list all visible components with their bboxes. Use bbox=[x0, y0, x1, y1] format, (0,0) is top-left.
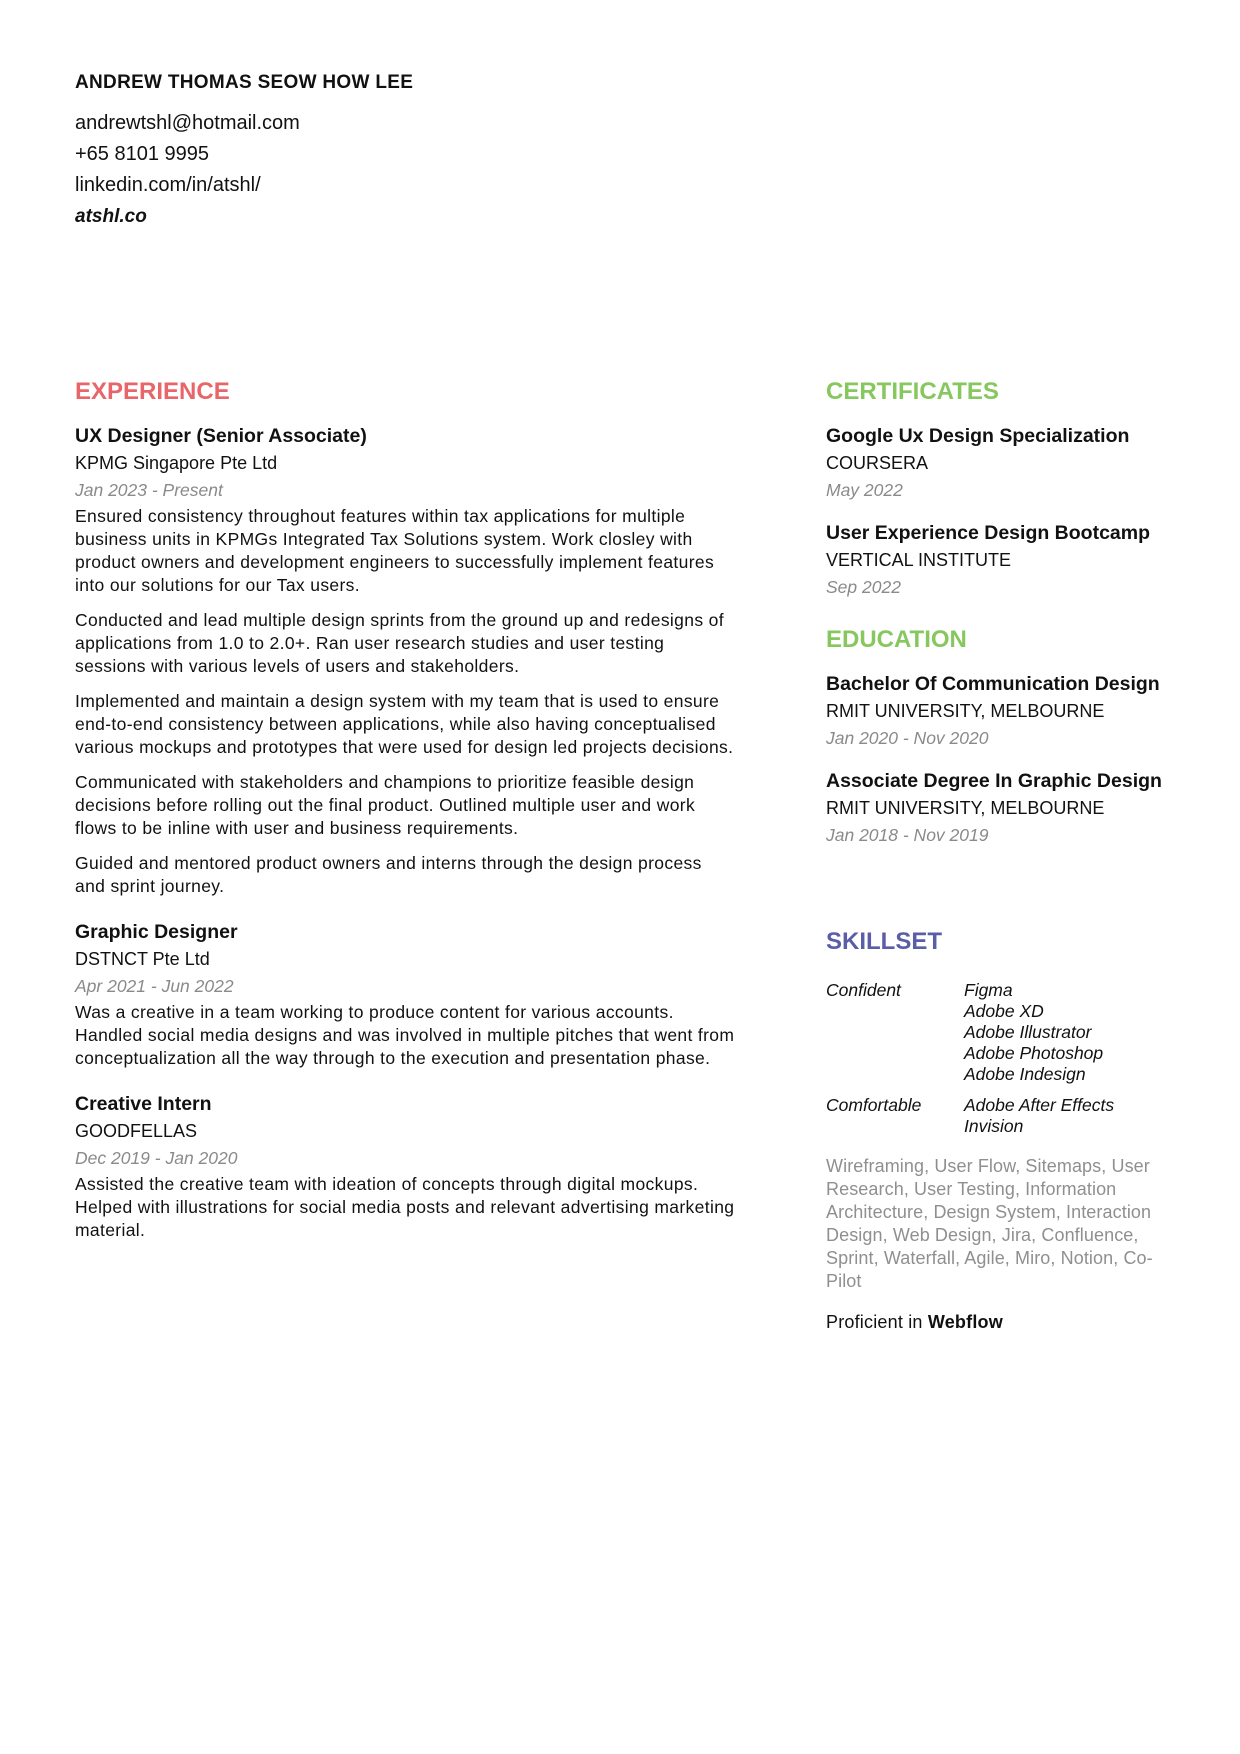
skill-tool: Invision bbox=[964, 1116, 1024, 1136]
phone-text: +65 8101 9995 bbox=[75, 143, 210, 165]
resume-header bbox=[75, 72, 675, 232]
job-dates: Apr 2021 - Jun 2022 bbox=[75, 976, 234, 996]
job-company: GOODFELLAS bbox=[75, 1121, 198, 1141]
email-text: andrewtshl@hotmail.com bbox=[75, 112, 300, 134]
degree-title: Bachelor Of Communication Design bbox=[826, 673, 1160, 695]
proficient-line bbox=[826, 1311, 1186, 1334]
skill-level-row bbox=[826, 1095, 1186, 1137]
experience-section bbox=[75, 378, 735, 1263]
school-name: RMIT UNIVERSITY, MELBOURNE bbox=[826, 701, 1105, 721]
skill-tool: Adobe Indesign bbox=[964, 1064, 1086, 1084]
skill-tool: Figma bbox=[964, 980, 1013, 1000]
job-company: KPMG Singapore Pte Ltd bbox=[75, 453, 278, 473]
linkedin-text: linkedin.com/in/atshl/ bbox=[75, 174, 261, 196]
skill-level-label: Comfortable bbox=[826, 1095, 922, 1115]
skill-level-label: Confident bbox=[826, 980, 901, 1000]
certificate-date: May 2022 bbox=[826, 480, 903, 500]
certificate-entry bbox=[826, 423, 1186, 503]
skill-tool: Adobe Illustrator bbox=[964, 1022, 1092, 1042]
degree-title: Associate Degree In Graphic Design bbox=[826, 770, 1162, 792]
job-description: Guided and mentored product owners and interns through the design process and sprint journey. bbox=[75, 853, 702, 896]
job-description: Ensured consistency throughout features within tax applications for multiple business units in KPMGs Integrated Tax Solutions system. Work closley with product owners and development engineers to successfully implement features into our solutions for our Tax users. bbox=[75, 506, 715, 595]
education-dates: Jan 2018 - Nov 2019 bbox=[826, 825, 989, 845]
certificate-issuer: VERTICAL INSTITUTE bbox=[826, 550, 1012, 570]
job-description: Conducted and lead multiple design sprints from the ground up and redesigns of applications from 1.0 to 2.0+. Ran user research studies and user testing sessions with various levels of users and stakeholders. bbox=[75, 610, 724, 676]
skill-tool-list bbox=[964, 1095, 1114, 1137]
education-entry bbox=[826, 768, 1186, 848]
job-entry bbox=[75, 1091, 735, 1242]
website-text: atshl.co bbox=[75, 206, 147, 227]
skill-tool-list bbox=[964, 980, 1103, 1085]
candidate-name: ANDREW THOMAS SEOW HOW LEE bbox=[75, 72, 414, 93]
job-description: Communicated with stakeholders and champions to prioritize feasible design decisions before rolling out the final product. Outlined multiple user and work flows to be inline with user and business requirements. bbox=[75, 772, 696, 838]
job-description: Was a creative in a team working to produce content for various accounts. Handled social media designs and was involved in multiple pitches that went from conceptualization all the way through to the execution and presentation phase. bbox=[75, 1002, 735, 1068]
proficient-prefix: Proficient in bbox=[826, 1312, 923, 1332]
skill-tool: Adobe After Effects bbox=[964, 1095, 1115, 1115]
job-dates: Jan 2023 - Present bbox=[75, 480, 223, 500]
certificates-heading: CERTIFICATES bbox=[826, 378, 999, 405]
job-company: DSTNCT Pte Ltd bbox=[75, 949, 210, 969]
school-name: RMIT UNIVERSITY, MELBOURNE bbox=[826, 798, 1105, 818]
job-title: UX Designer (Senior Associate) bbox=[75, 425, 367, 447]
job-entry bbox=[75, 919, 735, 1070]
skillset-section bbox=[826, 928, 1186, 1334]
education-section bbox=[826, 626, 1186, 865]
job-dates: Dec 2019 - Jan 2020 bbox=[75, 1148, 238, 1168]
skill-tool: Adobe Photoshop bbox=[964, 1043, 1104, 1063]
job-entry bbox=[75, 423, 735, 898]
education-heading: EDUCATION bbox=[826, 626, 967, 653]
certificate-issuer: COURSERA bbox=[826, 453, 929, 473]
job-title: Graphic Designer bbox=[75, 921, 238, 943]
certificate-date: Sep 2022 bbox=[826, 577, 901, 597]
job-description: Assisted the creative team with ideation of concepts through digital mockups. Helped with illustrations for social media posts and relevant advertising marketing material. bbox=[75, 1174, 735, 1240]
skill-level-row bbox=[826, 980, 1186, 1085]
skill-tool: Adobe XD bbox=[964, 1001, 1044, 1021]
experience-heading: EXPERIENCE bbox=[75, 378, 230, 405]
education-dates: Jan 2020 - Nov 2020 bbox=[826, 728, 989, 748]
skill-keywords: Wireframing, User Flow, Sitemaps, User Research, User Testing, Information Architecture, Design System, Interaction Design, Web Design, Jira, Confluence, Sprint, Waterfall, Agile, Miro, Notion, Co-Pilot bbox=[826, 1156, 1153, 1291]
proficient-tool: Webflow bbox=[927, 1312, 1003, 1332]
education-entry bbox=[826, 671, 1186, 751]
certificate-entry bbox=[826, 520, 1186, 600]
skillset-heading: SKILLSET bbox=[826, 928, 943, 955]
certificate-title: Google Ux Design Specialization bbox=[826, 425, 1130, 447]
certificates-section bbox=[826, 378, 1186, 617]
job-description: Implemented and maintain a design system with my team that is used to ensure end-to-end consistency between applications, while also having conceptualised various mockups and prototypes that were used for design led projects decisions. bbox=[75, 691, 734, 757]
certificate-title: User Experience Design Bootcamp bbox=[826, 522, 1151, 544]
job-title: Creative Intern bbox=[75, 1093, 212, 1115]
